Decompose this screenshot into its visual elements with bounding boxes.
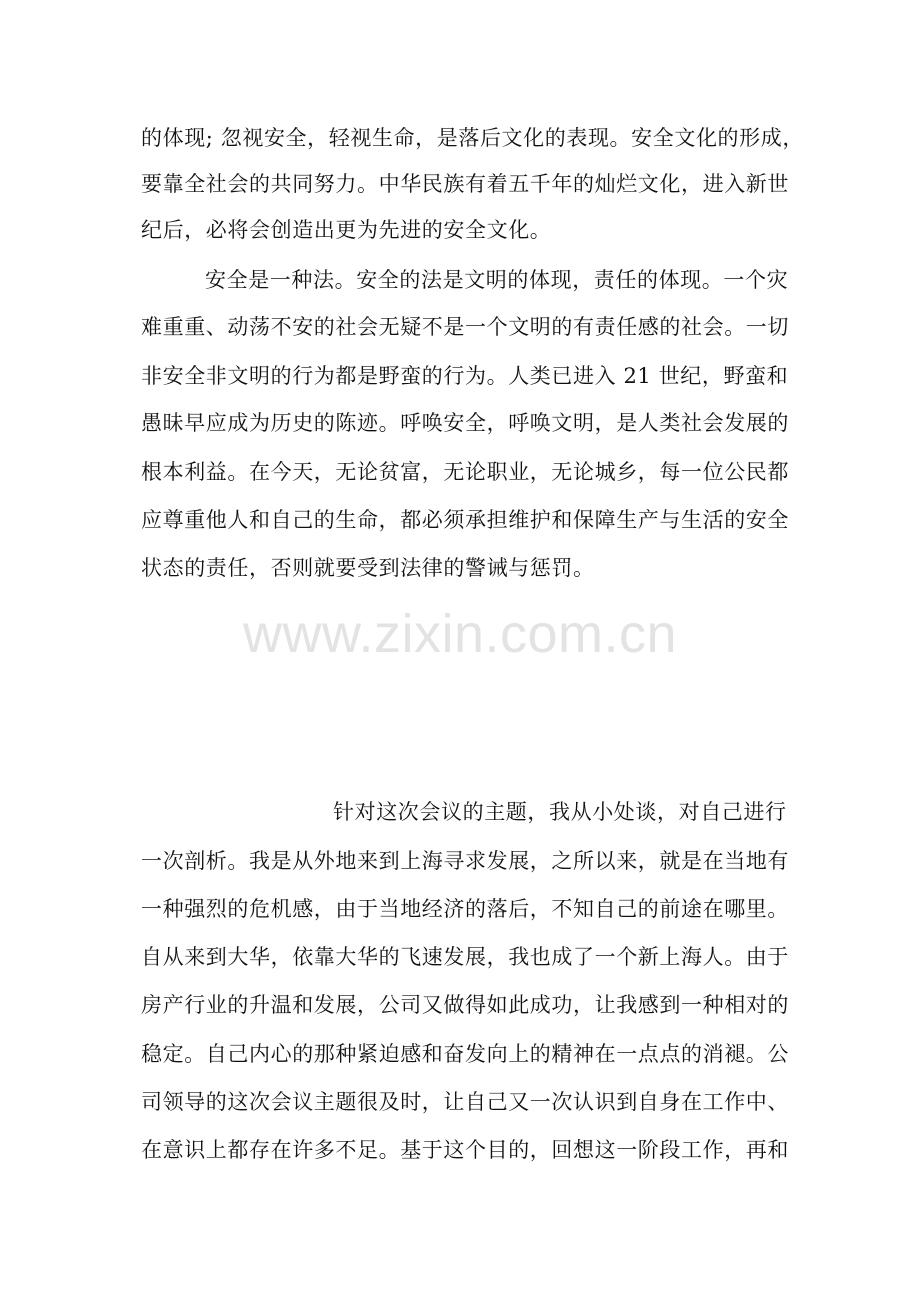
watermark: www.zixin.com.cn (242, 604, 678, 664)
paragraph-line: 自从来到大华，依靠大华的飞速发展，我也成了一个新上海人。由于 (141, 945, 789, 969)
paragraph-line: 要靠全社会的共同努力。中华民族有着五千年的灿烂文化，进入新世 (141, 172, 789, 196)
paragraph-line: 的体现; 忽视安全，轻视生命，是落后文化的表现。安全文化的形成， (141, 126, 804, 150)
paragraph-line: 应尊重他人和自己的生命，都必须承担维护和保障生产与生活的安全 (141, 508, 789, 532)
paragraph-line: 在意识上都存在许多不足。基于这个目的，回想这一阶段工作，再和 (141, 1138, 789, 1162)
paragraph-line: 一次剖析。我是从外地来到上海寻求发展，之所以来，就是在当地有 (141, 849, 789, 873)
paragraph-line: 愚昧早应成为历史的陈迹。呼唤安全，呼唤文明，是人类社会发展的 (141, 411, 789, 435)
paragraph-line: 一种强烈的危机感，由于当地经济的落后，不知自己的前途在哪里。 (141, 897, 789, 921)
paragraph-line: 安全是一种法。安全的法是文明的体现，责任的体现。一个灾 (205, 268, 789, 292)
paragraph-line: 纪后，必将会创造出更为先进的安全文化。 (141, 218, 552, 242)
paragraph-line: 针对这次会议的主题，我从小处谈，对自己进行 (333, 800, 787, 824)
paragraph-line: 司领导的这次会议主题很及时，让自己又一次认识到自身在工作中、 (141, 1090, 789, 1114)
paragraph-line: 根本利益。在今天，无论贫富，无论职业，无论城乡，每一位公民都 (141, 460, 789, 484)
paragraph-line: 难重重、动荡不安的社会无疑不是一个文明的有责任感的社会。一切 (141, 315, 789, 339)
paragraph-line: 房产行业的升温和发展，公司又做得如此成功，让我感到一种相对的 (141, 993, 789, 1017)
paragraph-line: 非安全非文明的行为都是野蛮的行为。人类已进入 21 世纪，野蛮和 (141, 364, 789, 388)
paragraph-line: 状态的责任，否则就要受到法律的警诫与惩罚。 (141, 556, 595, 580)
paragraph-line: 稳定。自己内心的那种紧迫感和奋发向上的精神在一点点的消褪。公 (141, 1042, 789, 1066)
